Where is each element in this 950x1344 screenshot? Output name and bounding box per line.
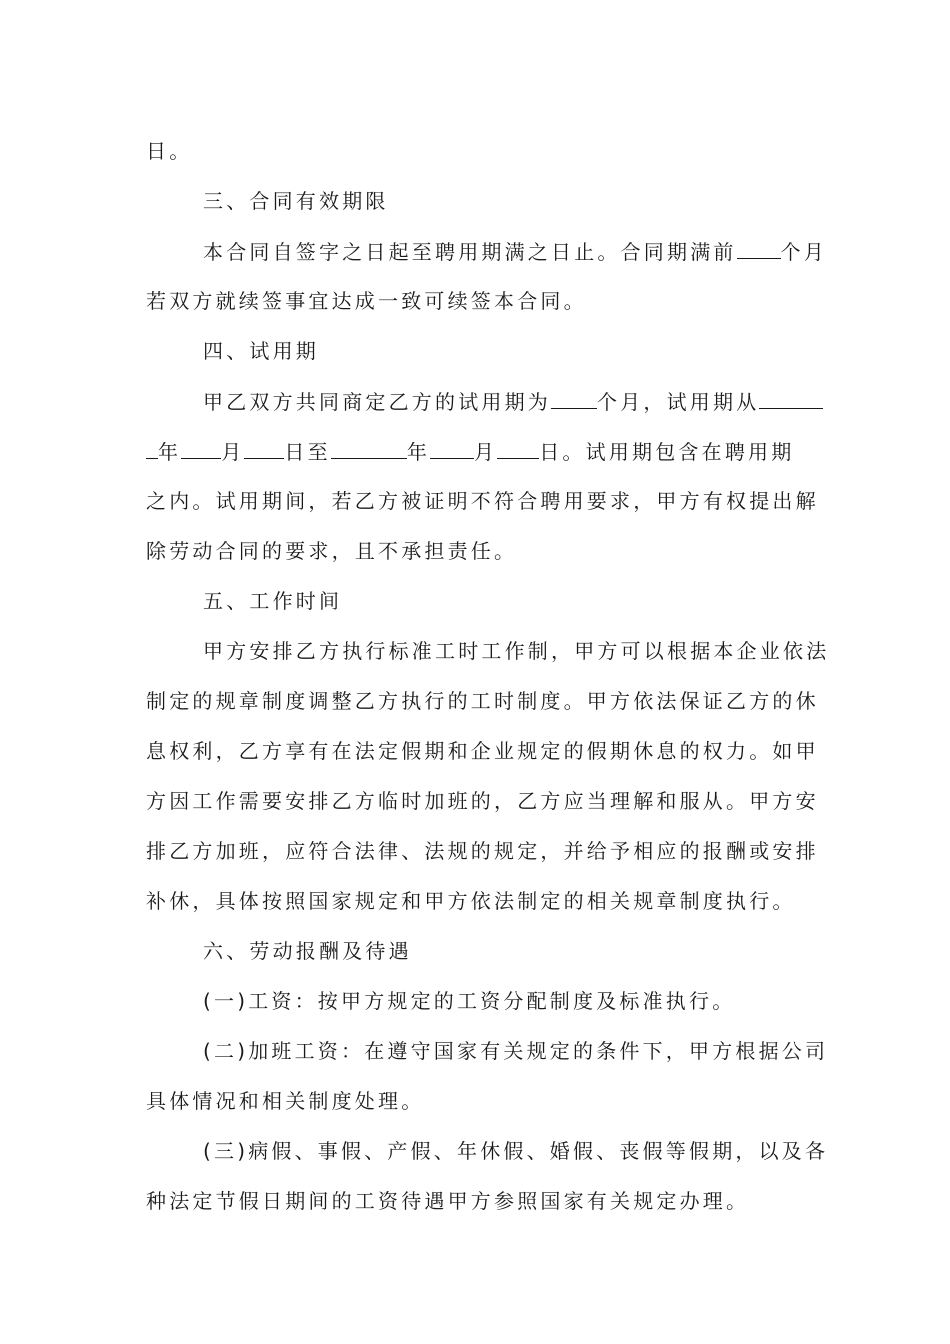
paragraph-line: 补休，具体按照国家规定和甲方依法制定的相关规章制度执行。 xyxy=(146,889,796,913)
paragraph-line: 具体情况和相关制度处理。 xyxy=(146,1089,425,1113)
paragraph-line: 制定的规章制度调整乙方执行的工时制度。甲方依法保证乙方的休 xyxy=(146,689,819,713)
paragraph-line: (一)工资：按甲方规定的工资分配制度及标准执行。 xyxy=(203,989,736,1013)
paragraph-line: 甲方安排乙方执行标准工时工作制，甲方可以根据本企业依法 xyxy=(203,639,830,663)
paragraph-line: 日。 xyxy=(146,139,193,163)
paragraph-line: 排乙方加班，应符合法律、法规的规定，并给予相应的报酬或安排 xyxy=(146,839,819,863)
blank-field xyxy=(331,439,407,459)
blank-field xyxy=(737,239,781,259)
blank-field xyxy=(181,439,221,459)
blank-field xyxy=(497,439,539,459)
blank-field xyxy=(430,439,474,459)
paragraph-line: 之内。试用期间，若乙方被证明不符合聘用要求，甲方有权提出解 xyxy=(146,489,819,513)
section-heading-working-hours: 五、工作时间 xyxy=(203,589,343,613)
paragraph-line: 方因工作需要安排乙方临时加班的，乙方应当理解和服从。甲方安 xyxy=(146,789,819,813)
section-heading-probation: 四、试用期 xyxy=(203,339,319,363)
section-heading-contract-term: 三、合同有效期限 xyxy=(203,189,389,213)
section-heading-compensation: 六、劳动报酬及待遇 xyxy=(203,939,412,963)
paragraph-line: 甲乙双方共同商定乙方的试用期为 个月，试用期从 xyxy=(203,389,823,413)
blank-field xyxy=(551,389,597,409)
paragraph-line: 本合同自签字之日起至聘用期满之日止。合同期满前 个月 xyxy=(203,240,828,264)
paragraph-line: (二)加班工资：在遵守国家有关规定的条件下，甲方根据公司 xyxy=(203,1039,829,1063)
blank-field xyxy=(244,439,284,459)
paragraph-line: 若双方就续签事宜达成一致可续签本合同。 xyxy=(146,289,587,313)
paragraph-line: 种法定节假日期间的工资待遇甲方参照国家有关规定办理。 xyxy=(146,1189,750,1213)
paragraph-line: 息权利，乙方享有在法定假期和企业规定的假期休息的权力。如甲 xyxy=(146,739,819,763)
paragraph-line: (三)病假、事假、产假、年休假、婚假、丧假等假期，以及各 xyxy=(203,1139,829,1163)
blank-field xyxy=(146,439,158,459)
paragraph-line: 年 月 日至 年 月 日。试用期包含在聘用期 xyxy=(146,439,794,463)
blank-field xyxy=(759,389,823,409)
paragraph-line: 除劳动合同的要求，且不承担责任。 xyxy=(146,539,518,563)
